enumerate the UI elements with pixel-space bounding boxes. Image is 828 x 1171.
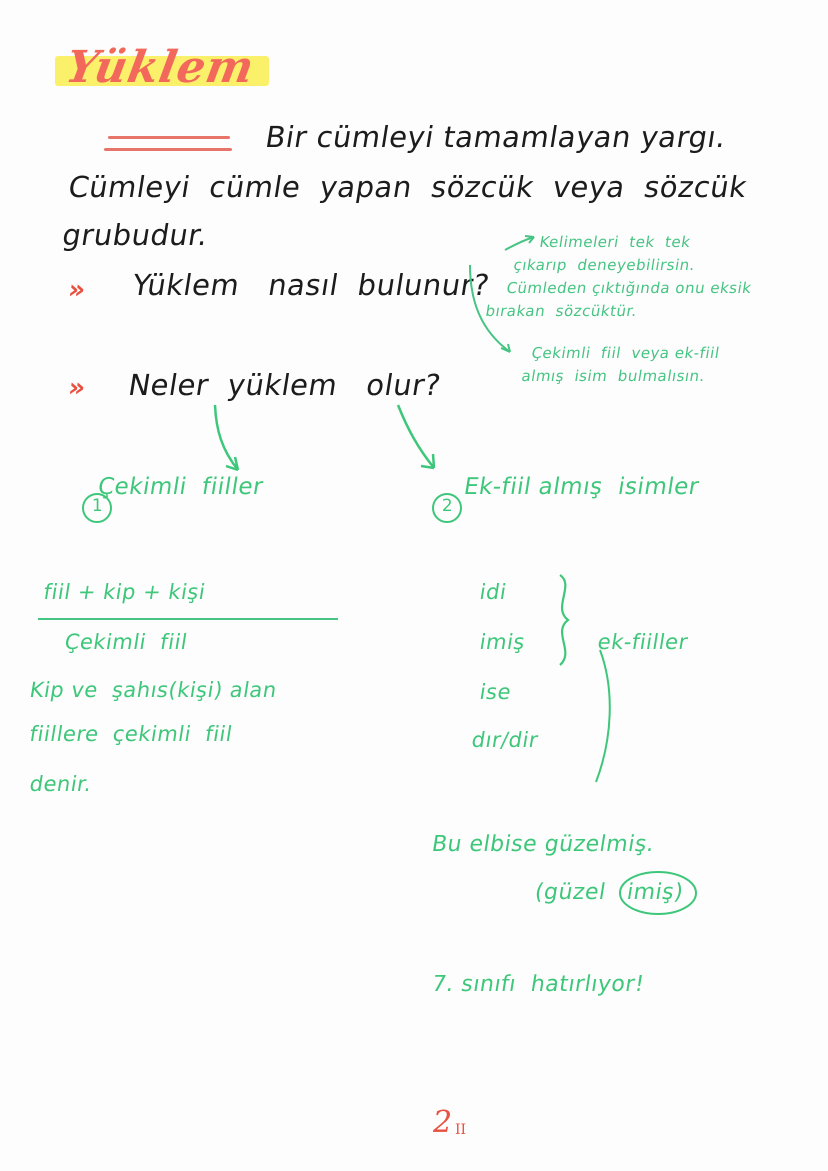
answer-2-number-circle — [412, 474, 462, 542]
side-note-1-line-1: Kelimeleri tek tek — [538, 233, 692, 251]
left-block-body-line-2: fiillere çekimli fiil — [28, 722, 235, 746]
formula-underline — [38, 618, 338, 620]
page-title: Yüklem — [62, 42, 259, 93]
definition-line-2: Cümleyi cümle yapan sözcük veya sözcük — [66, 170, 750, 204]
side-note-1-line-3: Cümleden çıktığında onu eksik — [505, 279, 753, 297]
side-note-2-line-1: Çekimli fiil veya ek-fiil — [530, 344, 721, 362]
formula-text: fiil + kip + kişi — [42, 580, 208, 604]
curly-brace-icon — [560, 575, 568, 665]
answer-1-number: 1 — [82, 493, 112, 523]
answer-arrow-1-icon — [215, 405, 238, 470]
side-note-1-line-4: bırakan sözcüktür. — [484, 302, 639, 320]
bullet-arrow-1: » — [66, 275, 85, 305]
side-note-1-line-2: çıkarıp deneyebilirsin. — [512, 256, 697, 274]
question-2: Neler yüklem olur? — [126, 368, 444, 402]
side-note-2-line-2: almış isim bulmalısın. — [520, 367, 707, 385]
left-block-body-line-3: denir. — [28, 772, 94, 796]
example-breakdown-2: imiş) — [625, 880, 686, 905]
ek-fiil-item-2: ise — [478, 680, 514, 704]
definition-line-1: Bir cümleyi tamamlayan yargı. — [263, 120, 729, 154]
answer-2-label: Ek-fiil almış isimler — [462, 474, 701, 500]
ek-fiil-item-3: dır/dir — [470, 728, 540, 752]
answer-1-label: Çekimli fiiller — [96, 474, 266, 500]
ek-fiil-item-0: idi — [478, 580, 509, 604]
definition-line-3: grubudur. — [60, 218, 211, 252]
title-underline-2 — [104, 148, 232, 151]
reminder-note: 7. sınıfı hatırlıyor! — [430, 972, 647, 997]
left-block-body-line-1: Kip ve şahıs(kişi) alan — [28, 678, 279, 702]
bullet-arrow-2: » — [66, 373, 85, 403]
example-breakdown-1: (güzel — [533, 880, 608, 905]
example-sentence: Bu elbise güzelmiş. — [430, 832, 657, 857]
question-1: Yüklem nasıl bulunur? — [130, 268, 492, 302]
brace-label: ek-fiiller — [596, 630, 690, 654]
answer-2-number: 2 — [432, 493, 462, 523]
brace-tail — [596, 650, 610, 782]
page-number: 2 — [433, 1105, 453, 1140]
note-arrow-2-icon — [501, 344, 510, 352]
page-number-sub: II — [455, 1122, 467, 1138]
title-underline-1 — [108, 136, 230, 139]
note-arrow-1-icon — [505, 237, 534, 250]
left-block-heading: Çekimli fiil — [63, 630, 190, 654]
answer-arrow-2-icon — [398, 405, 434, 468]
ek-fiil-item-1: imiş — [478, 630, 527, 654]
